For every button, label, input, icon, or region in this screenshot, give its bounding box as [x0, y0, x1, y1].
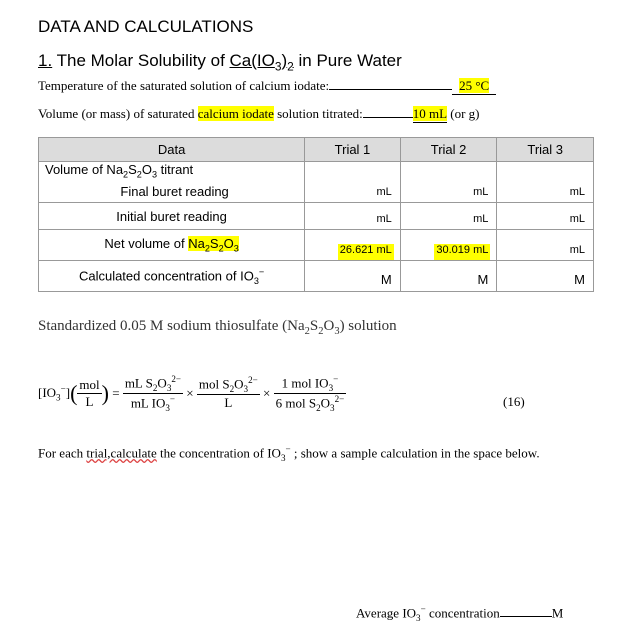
header-data: Data — [39, 138, 305, 162]
initial-trial-2[interactable]: mL — [400, 203, 497, 230]
final-trial-3[interactable]: mL — [497, 162, 594, 203]
header-trial-1: Trial 1 — [305, 138, 401, 162]
conc-trial-3[interactable]: M — [497, 261, 594, 292]
initial-trial-3[interactable]: mL — [497, 203, 594, 230]
table-row — [39, 261, 594, 292]
table-row — [39, 162, 594, 203]
net-trial-2[interactable]: 30.019 mL — [400, 230, 497, 261]
net-trial-3[interactable]: mL — [497, 230, 594, 261]
net-volume-label: Net volume of $Na_2S_2O_3$ — [39, 230, 305, 261]
temperature-field — [38, 78, 558, 95]
data-table — [38, 137, 594, 292]
page-title: DATA AND CALCULATIONS — [38, 17, 254, 36]
volume-title: Volume of $Na_2S_2O_3$ titrant — [45, 162, 194, 180]
volume-value: 10 mL — [412, 106, 448, 121]
net-trial-1[interactable]: 26.621 mL — [305, 230, 401, 261]
temperature-value: 25 °C — [459, 78, 490, 93]
equation-16: $[IO_3^-]$( $\frac{\text{mol}}{L}$ ) = $\frac{mL S_2O_3^{2-}}{mL IO_3^-}$ × $\frac{mol S_2O_3^{2-}}{L}$ × $\frac{1 mol IO_3^-}{6 mol S_2O_3^{2-}}$ — [38, 374, 345, 413]
compound-formula: $Ca(IO_3)_2$ — [229, 51, 294, 74]
conc-trial-2[interactable]: M — [400, 261, 497, 292]
table-row — [39, 230, 594, 261]
standardized-solution-text: Standardized 0.05 M sodium thiosulfate $(Na_2S_2O_3)$ solution — [38, 318, 397, 337]
instructions-text: For each trial,calculate the concentration of $IO_3^-$ ; show a sample calculation in the space below. — [38, 444, 540, 463]
volume-field: Volume (or mass) of saturated calcium iodate solution titrated: 10 mL (or g) — [38, 106, 480, 121]
equation-number: (16) — [503, 394, 525, 409]
initial-buret-label: Initial buret reading — [39, 203, 305, 230]
final-buret-label: Final buret reading — [120, 183, 229, 199]
calculated-concentration-label: Calculated concentration of $IO_3^-$ — [39, 261, 305, 292]
header-trial-2: Trial 2 — [400, 138, 497, 162]
section-title: 1. The Molar Solubility of $Ca(IO_3)_2$ in Pure Water — [38, 51, 402, 74]
final-trial-1[interactable]: mL — [305, 162, 401, 203]
final-trial-2[interactable]: mL — [400, 162, 497, 203]
section-number: 1. — [38, 51, 53, 70]
table-row — [39, 203, 594, 230]
average-concentration: Average $IO_3^-$ concentration M — [356, 604, 564, 623]
temperature-label: Temperature of the saturated solution of calcium iodate: — [38, 78, 330, 93]
table-header-row — [39, 138, 594, 162]
initial-trial-1[interactable]: mL — [305, 203, 401, 230]
conc-trial-1[interactable]: M — [305, 261, 401, 292]
header-trial-3: Trial 3 — [497, 138, 594, 162]
